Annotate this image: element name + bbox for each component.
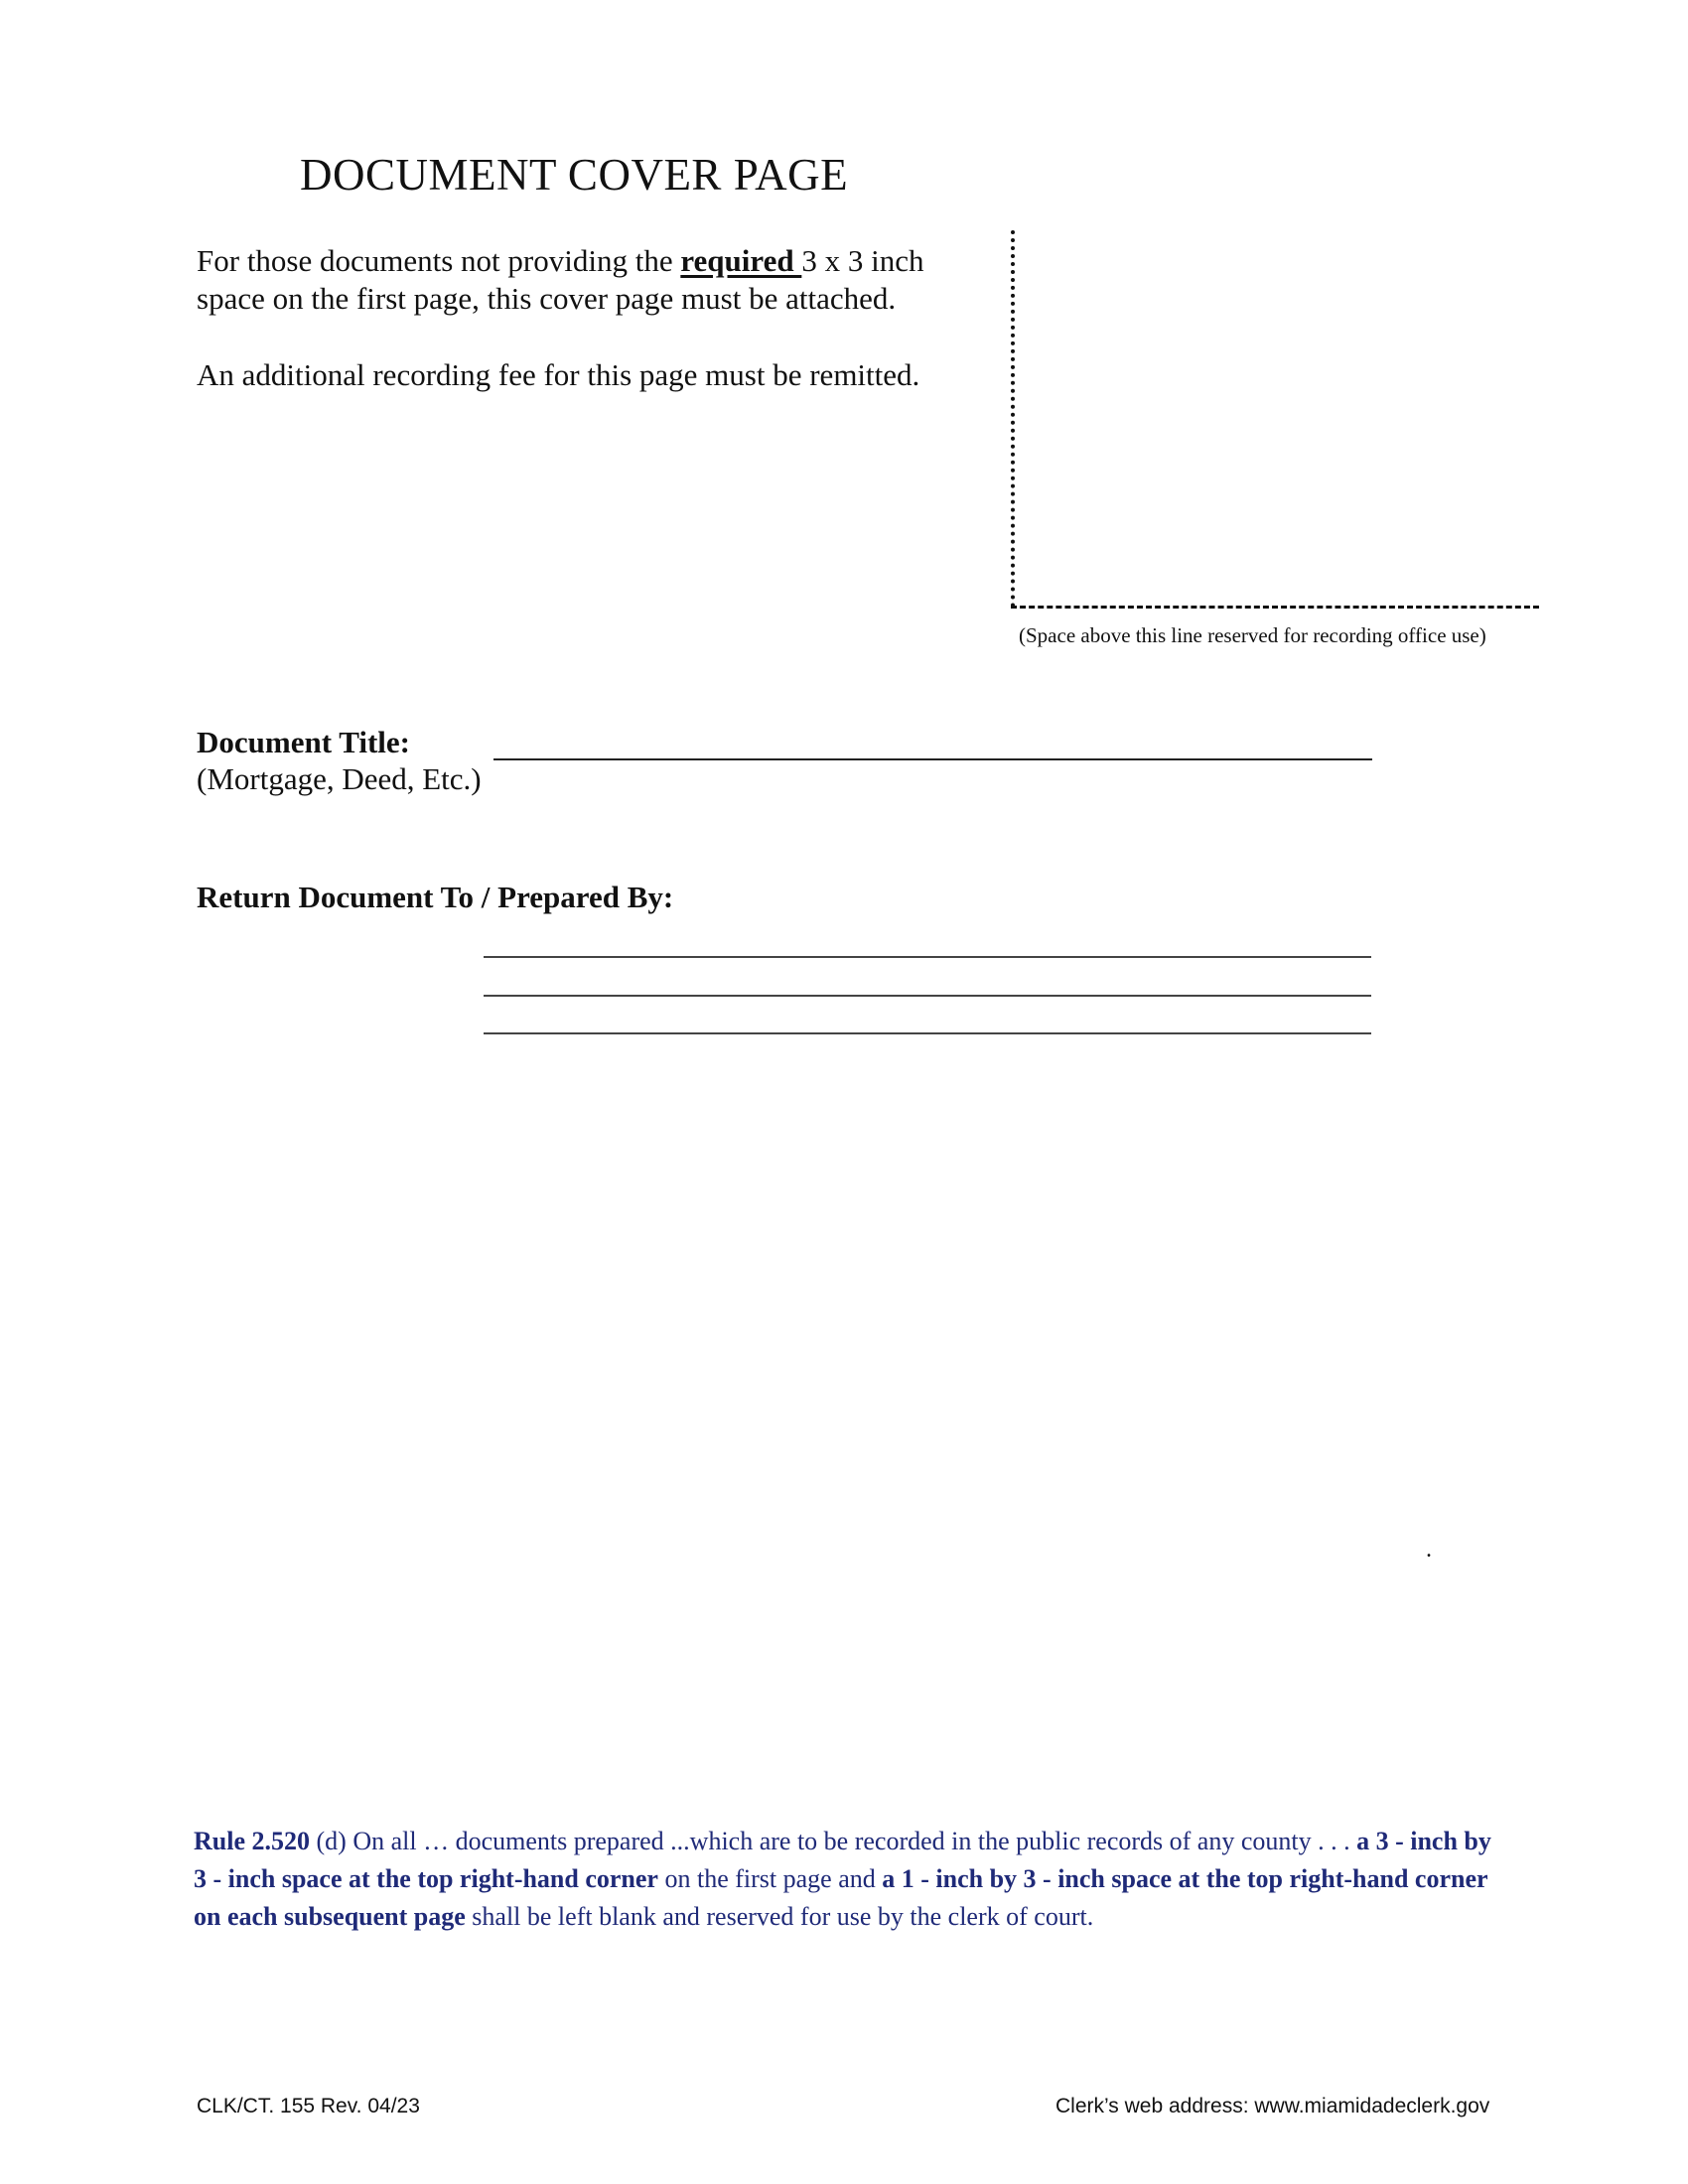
return-to-field-line-3[interactable] (484, 1032, 1371, 1034)
rule-text-3: shall be left blank and reserved for use by the clerk of court. (465, 1902, 1094, 1931)
rule-bold-2: 3 - inch space at the top right-hand corner (194, 1864, 658, 1893)
intro-text-after: 3 x 3 inch (801, 243, 924, 278)
document-title-hint: (Mortgage, Deed, Etc.) (197, 761, 482, 796)
rule-bold-3: a 1 - inch by 3 - inch space at the top right-hand corner (882, 1864, 1488, 1893)
intro-text-before: For those documents not providing the (197, 243, 681, 278)
form-number: CLK/CT. 155 Rev. 04/23 (197, 2095, 420, 2117)
page-title: DOCUMENT COVER PAGE (300, 150, 849, 200)
rule-line-3 (194, 1898, 1579, 1936)
rule-bold-4: on each subsequent page (194, 1902, 466, 1931)
intro-line-1 (197, 242, 991, 280)
intro-line-2: space on the first page, this cover page must be attached. (197, 281, 897, 316)
document-title-field[interactable] (493, 758, 1372, 760)
reserved-area-vertical-border (1011, 230, 1015, 608)
rule-text-1: (d) On all … documents prepared ...which are to be recorded in the public records of any county . . . (310, 1827, 1357, 1855)
return-to-field-line-1[interactable] (484, 956, 1371, 958)
clerk-web-address: Clerk’s web address: www.miamidadeclerk.gov (1055, 2095, 1490, 2117)
rule-text-2: on the first page and (657, 1864, 883, 1893)
rule-line-2 (194, 1860, 1579, 1898)
stray-mark: . (1426, 1537, 1432, 1563)
return-to-field-line-2[interactable] (484, 995, 1371, 997)
rule-bold-1: a 3 - inch by (1356, 1827, 1491, 1855)
rule-citation (194, 1823, 1579, 1936)
reserved-area-caption: (Space above this line reserved for recording office use) (1019, 623, 1486, 647)
reserved-area-horizontal-border (1011, 606, 1539, 609)
intro-paragraph (197, 242, 991, 318)
return-to-label: Return Document To / Prepared By: (197, 880, 674, 914)
rule-reference: Rule 2.520 (194, 1827, 310, 1855)
fee-note: An additional recording fee for this page must be remitted. (197, 357, 920, 392)
document-title-label: Document Title: (197, 725, 410, 759)
required-emphasis: required (680, 243, 802, 278)
rule-line-1 (194, 1823, 1579, 1860)
